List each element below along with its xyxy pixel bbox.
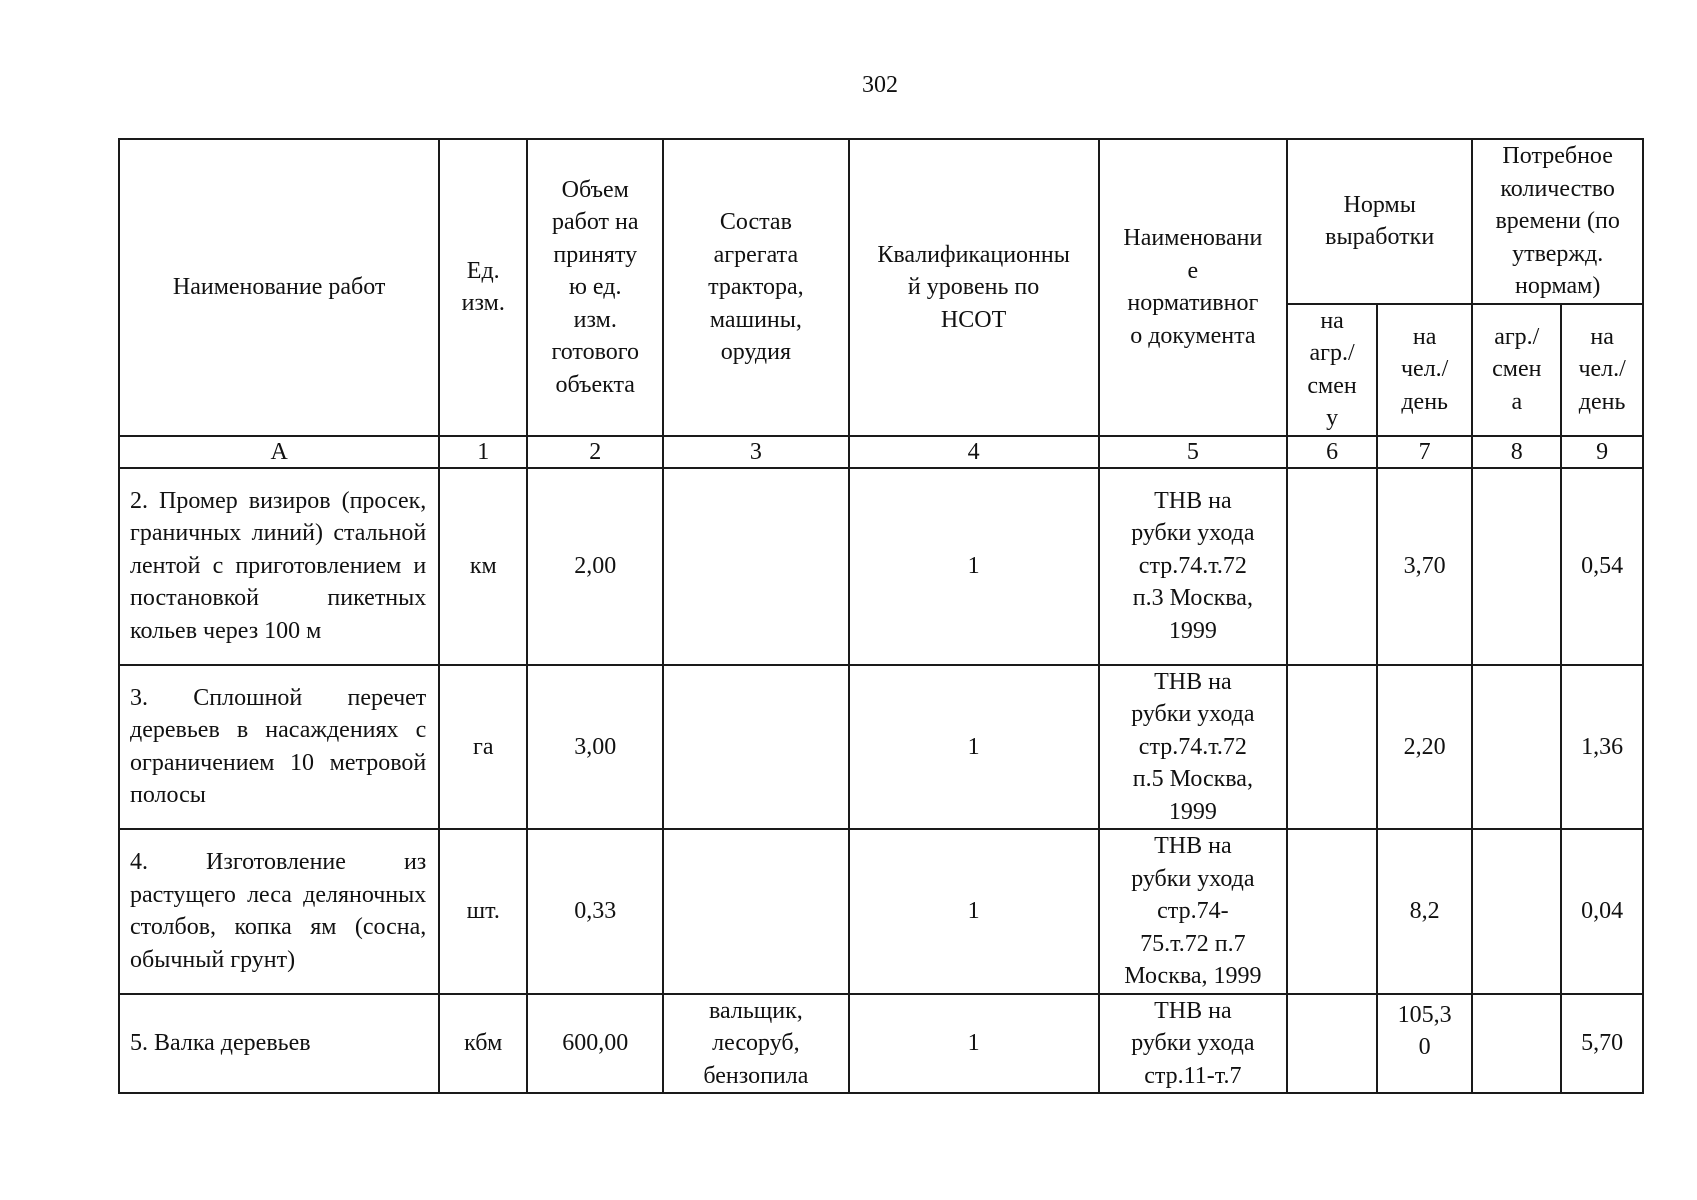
qualification-cell: 1	[849, 829, 1099, 994]
work-norms-table	[118, 138, 1644, 1094]
qualification-cell: 1	[849, 468, 1099, 665]
header-person-day: на чел./ день	[1561, 304, 1643, 436]
norm-unit-shift-cell	[1287, 829, 1377, 994]
unit-cell: га	[439, 665, 527, 830]
volume-cell: 2,00	[527, 468, 663, 665]
work-name-cell: 2. Промер визиров (просек, граничных линий) стальной лентой с приготовлением и постановкой пикетных кольев через 100 м	[119, 468, 439, 665]
document-cell: ТНВ на рубки ухода стр.74.т.72 п.5 Москва, 1999	[1099, 665, 1287, 830]
composition-cell	[663, 468, 848, 665]
time-person-day-cell: 0,54	[1561, 468, 1643, 665]
column-number: А	[119, 436, 439, 468]
unit-cell: шт.	[439, 829, 527, 994]
norm-person-day-cell: 8,2	[1377, 829, 1472, 994]
time-unit-shift-cell	[1472, 468, 1561, 665]
header-composition: Состав агрегата трактора, машины, орудия	[663, 139, 848, 436]
qualification-cell: 1	[849, 665, 1099, 830]
time-unit-shift-cell	[1472, 994, 1561, 1094]
composition-cell: вальщик, лесоруб, бензопила	[663, 994, 848, 1094]
column-number: 9	[1561, 436, 1643, 468]
column-number: 6	[1287, 436, 1377, 468]
table-row	[119, 994, 1643, 1094]
document-cell: ТНВ на рубки ухода стр.74- 75.т.72 п.7 Москва, 1999	[1099, 829, 1287, 994]
column-number: 1	[439, 436, 527, 468]
header-output-norms: Нормы выработки	[1287, 139, 1472, 304]
header-unit-shift: агр./ смен а	[1472, 304, 1561, 436]
table-row	[119, 829, 1643, 994]
header-per-unit-shift: на агр./ смен у	[1287, 304, 1377, 436]
document-cell: ТНВ на рубки ухода стр.74.т.72 п.3 Москва, 1999	[1099, 468, 1287, 665]
time-person-day-cell: 0,04	[1561, 829, 1643, 994]
column-number: 2	[527, 436, 663, 468]
header-volume: Объем работ на приняту ю ед. изм. готового объекта	[527, 139, 663, 436]
work-name-cell: 3. Сплошной перечет деревьев в насаждениях с ограничением 10 метровой полосы	[119, 665, 439, 830]
header-time-needed: Потребное количество времени (по утвержд. нормам)	[1472, 139, 1643, 304]
column-number: 7	[1377, 436, 1472, 468]
qualification-cell: 1	[849, 994, 1099, 1094]
time-person-day-cell: 1,36	[1561, 665, 1643, 830]
work-name-cell: 5. Валка деревьев	[119, 994, 439, 1094]
norm-unit-shift-cell	[1287, 994, 1377, 1094]
column-number: 8	[1472, 436, 1561, 468]
composition-cell	[663, 829, 848, 994]
volume-cell: 600,00	[527, 994, 663, 1094]
column-number-row	[119, 436, 1643, 468]
time-unit-shift-cell	[1472, 829, 1561, 994]
header-qualification: Квалификационны й уровень по НСОТ	[849, 139, 1099, 436]
time-unit-shift-cell	[1472, 665, 1561, 830]
work-name-cell: 4. Изготовление из растущего леса деляночных столбов, копка ям (сосна, обычный грунт)	[119, 829, 439, 994]
column-number: 4	[849, 436, 1099, 468]
norm-person-day-cell: 105,3 0	[1377, 994, 1472, 1094]
norm-person-day-cell: 3,70	[1377, 468, 1472, 665]
norm-person-day-cell: 2,20	[1377, 665, 1472, 830]
column-number: 3	[663, 436, 848, 468]
header-unit: Ед. изм.	[439, 139, 527, 436]
unit-cell: кбм	[439, 994, 527, 1094]
volume-cell: 0,33	[527, 829, 663, 994]
header-work-name: Наименование работ	[119, 139, 439, 436]
page-number: 302	[862, 72, 898, 98]
norm-unit-shift-cell	[1287, 468, 1377, 665]
table-row	[119, 468, 1643, 665]
table-row	[119, 665, 1643, 830]
column-number: 5	[1099, 436, 1287, 468]
header-per-person-day: на чел./ день	[1377, 304, 1472, 436]
norm-unit-shift-cell	[1287, 665, 1377, 830]
document-cell: ТНВ на рубки ухода стр.11-т.7	[1099, 994, 1287, 1094]
composition-cell	[663, 665, 848, 830]
volume-cell: 3,00	[527, 665, 663, 830]
time-person-day-cell: 5,70	[1561, 994, 1643, 1094]
header-document: Наименовани е нормативног о документа	[1099, 139, 1287, 436]
unit-cell: км	[439, 468, 527, 665]
